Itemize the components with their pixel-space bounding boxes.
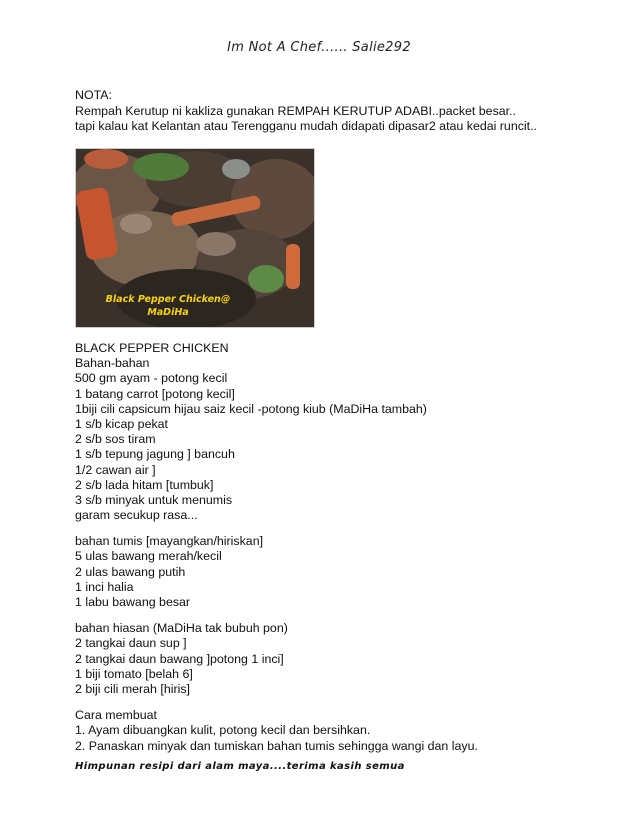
- ingredient-item: 1 batang carrot [potong kecil]: [75, 386, 235, 401]
- hiasan-item: 1 biji tomato [belah 6]: [75, 666, 193, 681]
- recipe-section: [75, 341, 605, 754]
- note-section: [75, 88, 605, 135]
- ingredient-item: 2 s/b sos tiram: [75, 432, 156, 447]
- note-line: Rempah Kerutup ni kakliza gunakan REMPAH KERUTUP ADABI..packet besar..: [75, 103, 516, 118]
- page-header: Im Not A Chef...... Salie292: [227, 40, 411, 55]
- photo-caption-author: MaDiHa: [147, 307, 189, 318]
- tumis-item: 5 ulas bawang merah/kecil: [75, 549, 222, 564]
- recipe-title: BLACK PEPPER CHICKEN: [75, 341, 229, 355]
- ingredient-item: 2 s/b lada hitam [tumbuk]: [75, 477, 214, 492]
- photo-caption: [98, 293, 238, 319]
- method-heading: Cara membuat: [75, 708, 157, 723]
- note-heading: NOTA:: [75, 88, 112, 102]
- tumis-item: 1 inci halia: [75, 579, 134, 594]
- tumis-item: 2 ulas bawang putih: [75, 564, 186, 579]
- ingredient-item: 500 gm ayam - potong kecil: [75, 371, 228, 386]
- hiasan-item: 2 tangkai daun sup ]: [75, 636, 187, 651]
- page-footer: Himpunan resipi dari alam maya....terima kasih semua: [75, 761, 405, 772]
- ingredient-item: 1biji cili capsicum hijau saiz kecil -potong kiub (MaDiHa tambah): [75, 401, 427, 416]
- method-step: 1. Ayam dibuangkan kulit, potong kecil dan bersihkan.: [75, 723, 371, 738]
- tumis-heading: bahan tumis [mayangkan/hiriskan]: [75, 534, 264, 549]
- photo-caption-title: Black Pepper Chicken@: [105, 294, 231, 305]
- tumis-item: 1 labu bawang besar: [75, 595, 191, 609]
- ingredient-item: 1 s/b kicap pekat: [75, 416, 168, 431]
- ingredient-item: 3 s/b minyak untuk menumis: [75, 492, 233, 507]
- recipe-photo: [75, 148, 315, 328]
- hiasan-item: 2 tangkai daun bawang ]potong 1 inci]: [75, 651, 284, 666]
- note-line: tapi kalau kat Kelantan atau Terengganu mudah didapati dipasar2 atau kedai runcit..: [75, 119, 537, 134]
- hiasan-heading: bahan hiasan (MaDiHa tak bubuh pon): [75, 621, 288, 636]
- ingredient-item: 1 s/b tepung jagung ] bancuh: [75, 447, 235, 462]
- hiasan-item: 2 biji cili merah [hiris]: [75, 681, 190, 696]
- ingredient-item: garam secukup rasa...: [75, 508, 198, 523]
- method-step: 2. Panaskan minyak dan tumiskan bahan tumis sehingga wangi dan layu.: [75, 738, 478, 753]
- ingredient-item: 1/2 cawan air ]: [75, 462, 156, 477]
- ingredients-heading: Bahan-bahan: [75, 356, 150, 371]
